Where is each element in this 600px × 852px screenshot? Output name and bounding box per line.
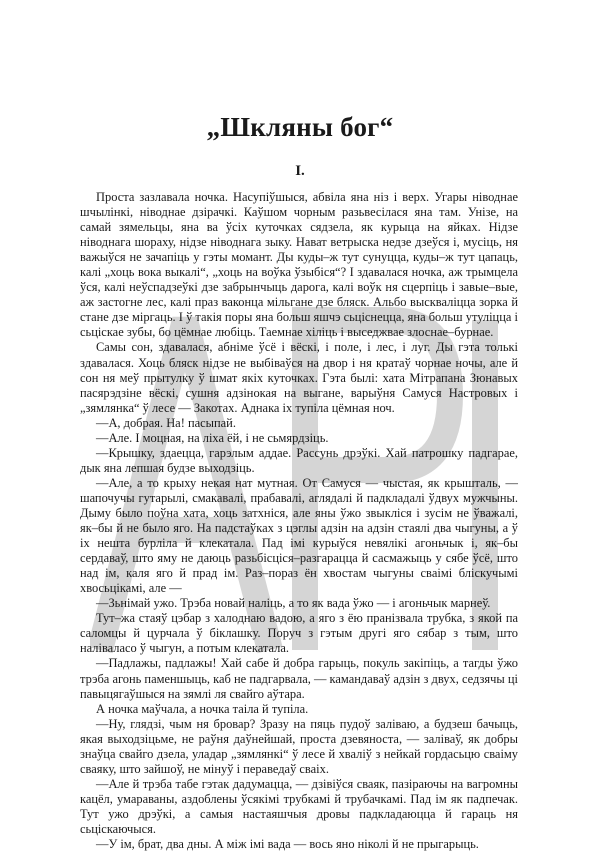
paragraph: Проста зазлавала ночка. Насупіўшыся, абвіла яна ніз і верх. Угары ніводнае шчылінкі, ніводнае дзірачкі. Каўшом чорным разьвесілася яна там. Унізе, на самай зямельцы, яна ва ўсіх куточках сядзела, як курыца на яйках. Нідзе ніводнага шораху, нідзе ніводнага зыку. Нават ветрыска недзе дзеўся і, мусіць, ня важыўся не зачапіць у гэты момант. Ды куды–ж тут сунуцца, куды–ж тут цапаць, калі „хоць вока выкалі“, „хоць на воўка ўзыбіся“? І здавалася ночка, аж трымцела ўся, калі неўспадзеўкі дзе забрынчыць дарога, калі воўк ня сцерпіць і завые–вые, аж застогне лес, калі праз ваконца мільгане дзе бляск. Альбо выскваліцца зорка й стане дзе міргаць. І ў такія поры яна больш яшчэ сьціснецца, яна больш утуліцца і сьціскае зубы, бо цёмнае любіць. Таемнае хіліць і выседжвае злоснае–бурнае. xyxy=(80,190,518,340)
paragraph: Тут–жа стаяў цэбар з халоднаю вадою, а яго з ёю пранізвала трубка, з якой па саломцы й цурчала ў біклашку. Поруч з гэтым другі яго сябар з тым, што наліваласо ў чыгун, а потым клекатала. xyxy=(80,611,518,656)
section-number: I. xyxy=(295,163,305,179)
paragraph: —Але. І моцная, на ліха ёй, і не сьмярдзіць. xyxy=(96,430,329,445)
page-title: „Шкляны бог“ xyxy=(206,112,394,142)
paragraph: —А, добрая. На! пасыпай. xyxy=(96,415,236,430)
paragraph: —Зьнімай ужо. Трэба новай наліць, а то як вада ўжо — і агоньчык марнеў. xyxy=(96,596,491,611)
paragraph: А ночка маўчала, а ночка таіла й тупіла. xyxy=(96,701,309,716)
paragraph: Самы сон, здавалася, абніме ўсё і вёскі, і поле, і лес, і луг. Ды гэта толькі здавалася. Хоць бляск нідзе не выбіваўся на двор і ня кратаў чорнае ночы, але й сон ня меў прытулку ў шмат якіх куточках. Гэта былі: хата Мітрапана Зюнавых пасярэдзіне вёскі, сушня адзінокая на выгане, варыўня Самуся Настровых і „зямлянка“ ў лесе — Закотах. Аднака іх тупіла цёмная ноч. xyxy=(80,340,518,415)
paragraph: —Ну, глядзі, чым ня бровар? Зразу на пяць пудоў заліваю, а будзеш бачыць, якая выходзіцьме, не раўня даўнейшай, проста дзевяноста, — заліваў, як добры знаўца свайго дзела, уладар „зямлянкі“ ў лесе й хваліў з нейкай гордасьцю сваіму сваяку, што зайшоў, не мінуў і пераведаў сваіх. xyxy=(80,716,518,776)
paragraph: —Падлажы, падлажы! Хай сабе й добра гарыць, покуль закіпіць, а тагды ўжо трэба агонь паменшыць, каб не падгарвала, — камандаваў адзін з двух, седзячы ці павыцягаўшыся на зямлі ля свайго аўтара. xyxy=(80,656,518,701)
paragraph: —У ім, брат, два дны. А між імі вада — вось яно ніколі й не прыгарыць. xyxy=(96,837,479,852)
paragraph: —Але, а то крыху некая нат мутная. От Самуся — чыстая, як крышталь, — шапочучы гутарылі, смакавалі, прабавалі, аглядалі й падкладалі ўдвух мужчыны. Дыму было поўна хата, хоць затхніся, але яны ўжо звыкліся і зусім не ўважалі, як–бы й не было яго. На падстаўках з цэглы адзін на адзін стаялі два чыгуны, а ў іх нешта бурліла й клекатала. Пад імі курыўся невялікі агоньчык і, як–бы сердаваў, што яму не даюць разьбісціся–разгарацца й сасмажыць у сябе ўсё, што над ім, каля яго й прад ім. Раз–пораз ён хвостам чыгуны свaімі блiскучымі хвосьцiкамі, але — xyxy=(80,475,518,596)
chapter-body xyxy=(80,190,518,852)
paragraph: —Але й трэба табе гэтак дадумацца, — дзівіўся сваяк, пазіраючы на вагромны кацёл, умараваны, аздоблены ўсякімі трубкамі й трубачкамі. Пад ім як падпечак. Тут ужо дрэўкі, а самыя настаяшчыя дровы падкладаюцца й гараць ня сьціскаючыся. xyxy=(80,776,518,836)
paragraph: —Крышку, здаецца, гарэлым аддае. Рассунь дрэўкі. Хай патрошку падгарае, дык яна лепшая будзе выходзіць. xyxy=(80,445,518,475)
